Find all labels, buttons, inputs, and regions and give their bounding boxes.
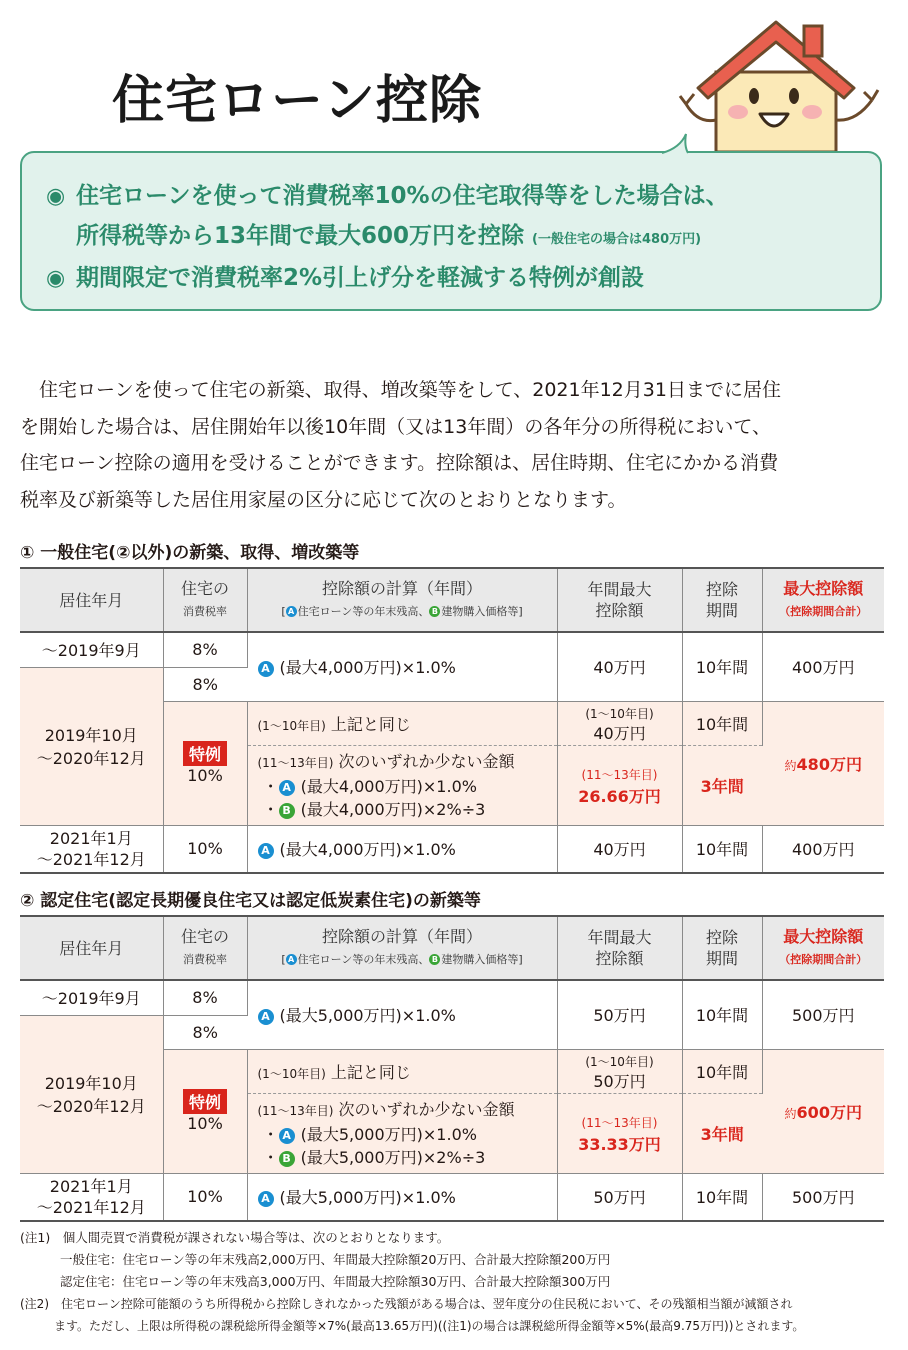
header-period: 控除 期間 [682, 568, 762, 632]
tax-cell: 8% [163, 1015, 247, 1049]
page-title: 住宅ローン控除 [112, 71, 482, 131]
intro-line: 税率及び新築等した居住用家屋の区分に応じて次のとおりとなります。 [20, 488, 627, 511]
tokurei-badge: 特例 [183, 1089, 227, 1114]
max-cell: 約600万円 [762, 1049, 884, 1173]
max-cell: 400万円 [762, 632, 884, 701]
tax-cell: 8% [163, 667, 247, 701]
table-row [20, 632, 884, 667]
annual-cell: 50万円 [557, 980, 682, 1049]
residence-cell: 2019年10月 ～2020年12月 [20, 1015, 163, 1173]
annual-cell: (1～10年目) 50万円 [557, 1049, 682, 1093]
note-2: (注2) 住宅ローン控除可能額のうち所得税から控除しきれなかった残額がある場合は、翌年度分の住民税において、その残額相当額が減額され [20, 1297, 793, 1311]
tax-cell: 10% [163, 1173, 247, 1221]
max-cell: 500万円 [762, 1173, 884, 1221]
intro-line: 住宅ローンを使って住宅の新築、取得、増改築等をして、2021年12月31日までに居住 [39, 379, 781, 401]
summary-line-3: ◉ 期間限定で消費税率2%引上げ分を軽減する特例が創設 [46, 265, 645, 291]
header-residence: 居住年月 [20, 916, 163, 980]
a-badge-icon: A [279, 1128, 295, 1144]
period-cell: 10年間 [682, 980, 762, 1049]
period-cell: 10年間 [682, 825, 762, 873]
speech-tail [660, 132, 690, 154]
table-row [20, 980, 884, 1015]
table1-title: ① 一般住宅(②以外)の新築、取得、増改築等 [20, 543, 360, 563]
table1 [20, 567, 884, 874]
note-1: (注1) 個人間売買で消費税が課されない場合等は、次のとおりとなります。 [20, 1230, 450, 1245]
a-badge-icon: A [258, 843, 274, 859]
table-row [20, 1173, 884, 1221]
right-eye [789, 88, 799, 104]
residence-cell: 2021年1月 ～2021年12月 [20, 1173, 163, 1221]
a-badge-icon: A [258, 1009, 274, 1025]
b-badge-icon: B [279, 803, 295, 819]
summary-line-1: ◉ 住宅ローンを使って消費税率10%の住宅取得等をした場合は、 [46, 183, 729, 209]
calc-cell: (11～13年目) 次のいずれか少ない金額 ・ A (最大5,000万円)×1.0% ・ B (最大5,000万円)×2%÷3 [247, 1093, 557, 1173]
calc-cell: (11～13年目) 次のいずれか少ない金額 ・ A (最大4,000万円)×1.0% ・ B (最大4,000万円)×2%÷3 [247, 745, 557, 825]
note-1a: 一般住宅：住宅ローン等の年末残高2,000万円、年間最大控除額20万円、合計最大控除額200万円 [60, 1252, 611, 1267]
a-badge-icon: A [286, 954, 297, 965]
right-cheek [802, 105, 822, 119]
tax-cell: 8% [163, 632, 247, 667]
annual-cell: (1～10年目) 40万円 [557, 701, 682, 745]
house-mascot-icon [676, 12, 886, 162]
note-2b: ます。ただし、上限は所得税の課税総所得金額等×7%(最高13.65万円)((注1)の場合は課税総所得金額等×5%(最高9.75万円))とされます。 [54, 1319, 805, 1333]
header-tax: 住宅の 消費税率 [163, 568, 247, 632]
header-period: 控除 期間 [682, 916, 762, 980]
residence-cell: ～2019年9月 [20, 632, 163, 667]
calc-cell: (1～10年目) 上記と同じ [247, 1049, 557, 1093]
intro-paragraph [20, 372, 886, 518]
summary-line-2: 所得税等から13年間で最大600万円を控除 (一般住宅の場合は480万円) [76, 223, 702, 249]
calc-cell: A (最大4,000万円)×1.0% [247, 825, 557, 873]
header-max: 最大控除額 （控除期間合計） [762, 916, 884, 980]
intro-line: 住宅ローン控除の適用を受けることができます。控除額は、居住時期、住宅にかかる消費 [20, 452, 779, 474]
left-eye [749, 88, 759, 104]
period-cell: 3年間 [682, 745, 762, 825]
max-cell: 400万円 [762, 825, 884, 873]
residence-cell: 2021年1月 ～2021年12月 [20, 825, 163, 873]
right-arm [836, 100, 872, 120]
a-badge-icon: A [279, 780, 295, 796]
table2-title: ② 認定住宅(認定長期優良住宅又は認定低炭素住宅)の新築等 [20, 891, 481, 911]
period-cell: 3年間 [682, 1093, 762, 1173]
note-1b: 認定住宅：住宅ローン等の年末残高3,000万円、年間最大控除額30万円、合計最大控除額300万円 [60, 1274, 611, 1289]
left-arm [686, 104, 716, 121]
a-badge-icon: A [258, 1191, 274, 1207]
left-cheek [728, 105, 748, 119]
header-max: 最大控除額 （控除期間合計） [762, 568, 884, 632]
table2 [20, 915, 884, 1222]
annual-cell: 50万円 [557, 1173, 682, 1221]
bullet-icon: ◉ [46, 266, 66, 291]
summary-note: (一般住宅の場合は480万円) [532, 232, 702, 247]
residence-cell: ～2019年9月 [20, 980, 163, 1015]
tax-cell: 10% [163, 825, 247, 873]
b-badge-icon: B [279, 1151, 295, 1167]
calc-cell: A (最大5,000万円)×1.0% [247, 980, 557, 1049]
left-hand [680, 94, 694, 104]
residence-cell: 2019年10月 ～2020年12月 [20, 667, 163, 825]
header-annual: 年間最大 控除額 [557, 568, 682, 632]
annual-cell: 40万円 [557, 632, 682, 701]
b-badge-icon: B [429, 954, 440, 965]
a-badge-icon: A [286, 606, 297, 617]
header-calc: 控除額の計算（年間） [ A 住宅ローン等の年末残高、 B 建物購入価格等] [247, 568, 557, 632]
tokurei-badge: 特例 [183, 741, 227, 766]
table-row [20, 825, 884, 873]
period-cell: 10年間 [682, 701, 762, 745]
tax-cell: 特例 10% [163, 701, 247, 825]
summary-box [20, 151, 882, 311]
tax-cell: 8% [163, 980, 247, 1015]
calc-cell: A (最大5,000万円)×1.0% [247, 1173, 557, 1221]
tax-cell: 特例 10% [163, 1049, 247, 1173]
annual-cell: (11～13年目) 33.33万円 [557, 1093, 682, 1173]
notes [20, 1227, 886, 1337]
calc-cell: A (最大4,000万円)×1.0% [247, 632, 557, 701]
max-cell: 500万円 [762, 980, 884, 1049]
table-header-row [20, 568, 884, 632]
header-annual: 年間最大 控除額 [557, 916, 682, 980]
period-cell: 10年間 [682, 1173, 762, 1221]
annual-cell: 40万円 [557, 825, 682, 873]
right-hand [864, 90, 878, 100]
period-cell: 10年間 [682, 632, 762, 701]
a-badge-icon: A [258, 661, 274, 677]
intro-line: を開始した場合は、居住開始年以後10年間（又は13年間）の各年分の所得税において、 [20, 415, 771, 438]
annual-cell: (11～13年目) 26.66万円 [557, 745, 682, 825]
calc-cell: (1～10年目) 上記と同じ [247, 701, 557, 745]
table-header-row [20, 916, 884, 980]
max-cell: 約480万円 [762, 701, 884, 825]
b-badge-icon: B [429, 606, 440, 617]
header-calc: 控除額の計算（年間） [ A 住宅ローン等の年末残高、 B 建物購入価格等] [247, 916, 557, 980]
period-cell: 10年間 [682, 1049, 762, 1093]
header-tax: 住宅の 消費税率 [163, 916, 247, 980]
bullet-icon: ◉ [46, 184, 66, 209]
header-residence: 居住年月 [20, 568, 163, 632]
